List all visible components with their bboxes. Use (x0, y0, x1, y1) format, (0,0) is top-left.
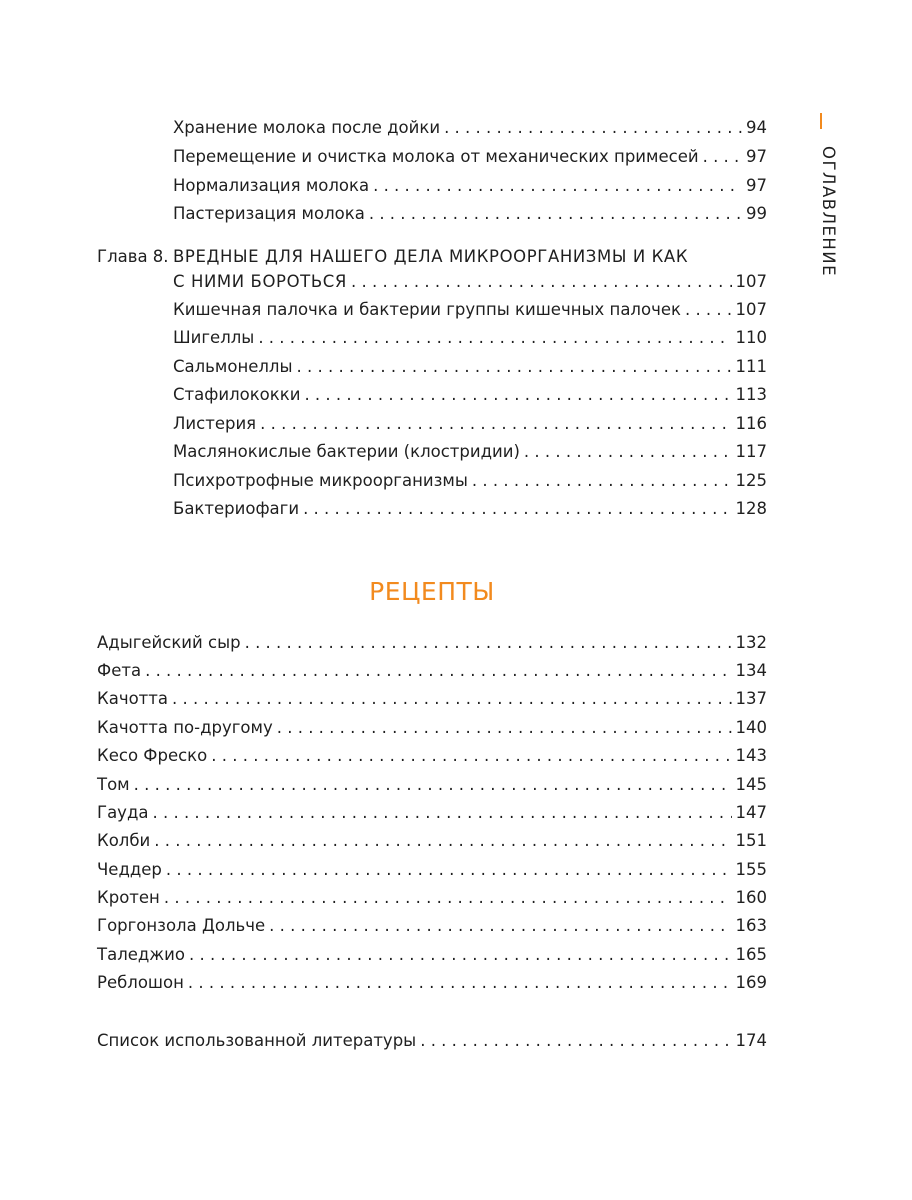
dot-leader (154, 831, 731, 851)
recipes-heading: РЕЦЕПТЫ (369, 577, 495, 606)
toc-entry[interactable] (173, 118, 767, 140)
toc-entry-page: 107 (735, 300, 767, 319)
recipe-title: Качотта по-другому (97, 718, 273, 737)
recipe-entry[interactable] (97, 803, 767, 825)
toc-entry-title: Сальмонеллы (173, 357, 293, 376)
dot-leader (245, 633, 732, 653)
recipe-page: 147 (735, 803, 767, 822)
toc-entry-title: Маслянокислые бактерии (клостридии) (173, 442, 520, 461)
recipe-title: Том (97, 775, 130, 794)
recipe-title: Качотта (97, 689, 169, 708)
toc-entry-title: Стафилококки (173, 385, 301, 404)
dot-leader (297, 357, 732, 377)
recipe-entry[interactable] (97, 746, 767, 768)
toc-entry[interactable] (173, 471, 767, 493)
dot-leader (269, 916, 731, 936)
dot-leader (524, 442, 732, 462)
recipe-page: 143 (735, 746, 767, 765)
dot-leader (304, 385, 731, 405)
toc-entry-title: Бактериофаги (173, 499, 300, 518)
toc-entry-page: 116 (735, 414, 767, 433)
dot-leader (164, 888, 732, 908)
recipe-entry[interactable] (97, 945, 767, 967)
toc-entry-title: Нормализация молока (173, 176, 370, 195)
side-section-label: ОГЛАВЛЕНИЕ (819, 146, 838, 278)
recipe-title: Чеддер (97, 860, 162, 879)
dot-leader (211, 746, 731, 766)
recipe-title: Реблошон (97, 973, 184, 992)
recipe-entry[interactable] (97, 860, 767, 882)
toc-entry[interactable] (173, 147, 767, 169)
toc-entry-page: 111 (735, 357, 767, 376)
toc-entry-page: 97 (746, 176, 767, 195)
recipe-entry[interactable] (97, 718, 767, 740)
chapter-label: Глава 8. (97, 247, 169, 266)
toc-entry-page: 99 (746, 204, 767, 223)
dot-leader (444, 118, 742, 138)
toc-entry-page: 117 (735, 442, 767, 461)
dot-leader (172, 689, 731, 709)
dot-leader (145, 661, 731, 681)
dot-leader (351, 272, 732, 292)
toc-entry-page: 94 (746, 118, 767, 137)
recipe-page: 163 (735, 916, 767, 935)
recipe-entry[interactable] (97, 633, 767, 655)
recipe-page: 151 (735, 831, 767, 850)
toc-entry[interactable] (173, 357, 767, 379)
dot-leader (303, 499, 731, 519)
dot-leader (152, 803, 731, 823)
dot-leader (685, 300, 732, 320)
recipe-page: 145 (735, 775, 767, 794)
toc-entry[interactable] (173, 414, 767, 436)
recipe-page: 155 (735, 860, 767, 879)
recipe-title: Фета (97, 661, 142, 680)
recipe-title: Кротен (97, 888, 160, 907)
toc-entry-page: 97 (746, 147, 767, 166)
dot-leader (166, 860, 732, 880)
dot-leader (260, 414, 731, 434)
bibliography-page: 174 (735, 1031, 767, 1050)
recipe-page: 132 (735, 633, 767, 652)
dot-leader (373, 176, 742, 196)
chapter-entry[interactable] (173, 272, 767, 294)
toc-entry-title: Пастеризация молока (173, 204, 365, 223)
recipe-page: 160 (735, 888, 767, 907)
dot-leader (134, 775, 732, 795)
recipe-page: 137 (735, 689, 767, 708)
dot-leader (189, 945, 732, 965)
recipe-entry[interactable] (97, 916, 767, 938)
chapter-title-line1[interactable]: ВРЕДНЫЕ ДЛЯ НАШЕГО ДЕЛА МИКРООРГАНИЗМЫ И КАК (173, 247, 689, 266)
toc-entry-title: Хранение молока после дойки (173, 118, 441, 137)
toc-entry[interactable] (173, 442, 767, 464)
recipe-entry[interactable] (97, 888, 767, 910)
toc-entry-page: 128 (735, 499, 767, 518)
side-accent-bar (820, 113, 822, 129)
toc-entry[interactable] (173, 204, 767, 226)
recipe-page: 134 (735, 661, 767, 680)
toc-entry-title: Психротрофные микроорганизмы (173, 471, 468, 490)
dot-leader (420, 1031, 731, 1051)
chapter-page: 107 (735, 272, 767, 291)
recipe-title: Гауда (97, 803, 149, 822)
toc-entry-title: Листерия (173, 414, 257, 433)
dot-leader (369, 204, 742, 224)
dot-leader (258, 328, 731, 348)
recipe-entry[interactable] (97, 661, 767, 683)
recipe-entry[interactable] (97, 831, 767, 853)
recipe-page: 140 (735, 718, 767, 737)
recipe-page: 165 (735, 945, 767, 964)
toc-entry-title: Перемещение и очистка молока от механических примесей (173, 147, 699, 166)
toc-entry[interactable] (173, 385, 767, 407)
toc-entry[interactable] (173, 176, 767, 198)
toc-entry-page: 125 (735, 471, 767, 490)
recipe-title: Горгонзола Дольче (97, 916, 266, 935)
toc-entry-title: Кишечная палочка и бактерии группы кишечных палочек (173, 300, 681, 319)
toc-entry[interactable] (173, 328, 767, 350)
toc-entry[interactable] (173, 499, 767, 521)
recipe-title: Таледжио (97, 945, 185, 964)
dot-leader (188, 973, 732, 993)
toc-entry-page: 110 (735, 328, 767, 347)
bibliography-entry[interactable] (97, 1031, 767, 1053)
recipe-page: 169 (735, 973, 767, 992)
recipe-entry[interactable] (97, 775, 767, 797)
dot-leader (472, 471, 732, 491)
bibliography-title: Список использованной литературы (97, 1031, 417, 1050)
recipe-title: Колби (97, 831, 151, 850)
toc-entry[interactable] (173, 300, 767, 322)
chapter-title-line2: С НИМИ БОРОТЬСЯ (173, 272, 347, 291)
recipe-title: Кесо Фреско (97, 746, 208, 765)
recipe-entry[interactable] (97, 973, 767, 995)
recipe-entry[interactable] (97, 689, 767, 711)
recipe-title: Адыгейский сыр (97, 633, 241, 652)
dot-leader (277, 718, 732, 738)
toc-entry-page: 113 (735, 385, 767, 404)
toc-entry-title: Шигеллы (173, 328, 255, 347)
dot-leader (703, 147, 742, 167)
